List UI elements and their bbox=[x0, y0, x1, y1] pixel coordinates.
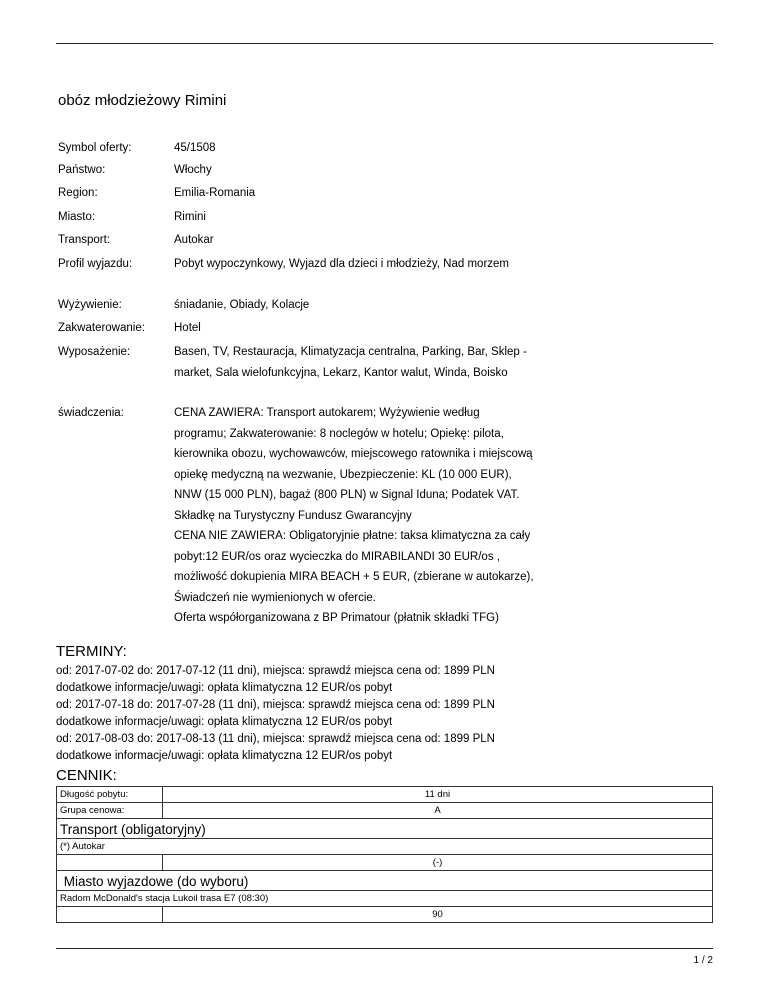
detail-label: Miasto: bbox=[58, 211, 96, 223]
detail-value: Hotel bbox=[174, 322, 201, 334]
top-rule bbox=[56, 43, 713, 44]
city-heading: Miasto wyjazdowe (do wyboru) bbox=[57, 871, 713, 891]
terminy-line: dodatkowe informacje/uwagi: opłata klimatyczna 12 EUR/os pobyt bbox=[56, 750, 393, 762]
detail-value: Pobyt wypoczynkowy, Wyjazd dla dzieci i młodzieży, Nad morzem bbox=[174, 258, 509, 270]
table-row bbox=[57, 803, 713, 819]
terminy-heading: TERMINY: bbox=[56, 643, 127, 660]
price-table bbox=[56, 786, 713, 923]
detail-label: Państwo: bbox=[58, 164, 106, 176]
page-title: obóz młodzieżowy Rimini bbox=[58, 92, 227, 109]
table-row bbox=[57, 787, 713, 803]
detail-value: Autokar bbox=[174, 234, 214, 246]
transport-empty-cell bbox=[57, 855, 163, 871]
detail-label: Region: bbox=[58, 187, 98, 199]
stay-value: 11 dni bbox=[163, 787, 713, 803]
detail-value: Emilia-Romania bbox=[174, 187, 256, 199]
page-number: 1 / 2 bbox=[693, 955, 713, 966]
bottom-rule bbox=[56, 948, 713, 949]
terminy-line: od: 2017-08-03 do: 2017-08-13 (11 dni), miejsca: sprawdź miejsca cena od: 1899 PLN bbox=[56, 733, 495, 745]
group-label: Grupa cenowa: bbox=[57, 803, 163, 819]
table-row bbox=[57, 839, 713, 855]
detail-value: Włochy bbox=[174, 164, 212, 176]
detail-label: Profil wyjazdu: bbox=[58, 258, 133, 270]
stay-label: Długość pobytu: bbox=[57, 787, 163, 803]
detail-label: Wyposażenie: bbox=[58, 346, 131, 358]
detail-value: CENA ZAWIERA: Transport autokarem; Wyżywienie według programu; Zakwaterowanie: 8 noclegów w hotelu; Opiekę: pilota, kierownika obozu, wychowawców, miejscowego ratownika i miejscową opiekę medyczną na wezwanie, Ubezpieczenie: KL (10 000 EUR), NNW (15 000 PLN), bagaż (800 PLN) w Signal Iduna; Podatek VAT. Składkę na Turystyczny Fundusz Gwarancyjny CENA NIE ZAWIERA: Obligatoryjnie płatne: taksa klimatyczna za cały pobyt:12 EUR/os oraz wycieczka do MIRABILANDI 30 EUR/os , możliwość dokupienia MIRA BEACH + 5 EUR, (zbierane w autokarze), Świadczeń nie wymienionych w ofercie. Oferta współorganizowana z BP Primatour (płatnik składki TFG) bbox=[174, 407, 534, 624]
city-price: 90 bbox=[163, 907, 713, 923]
detail-value: Basen, TV, Restauracja, Klimatyzacja centralna, Parking, Bar, Sklep - market, Sala wielofunkcyjna, Lekarz, Kantor walut, Winda, Boisko bbox=[174, 346, 527, 379]
transport-price: (-) bbox=[163, 855, 713, 871]
terminy-line: od: 2017-07-18 do: 2017-07-28 (11 dni), miejsca: sprawdź miejsca cena od: 1899 PLN bbox=[56, 699, 495, 711]
detail-label: Transport: bbox=[58, 234, 110, 246]
cennik-heading: CENNIK: bbox=[56, 767, 117, 784]
table-row bbox=[57, 819, 713, 839]
table-row bbox=[57, 891, 713, 907]
terminy-line: od: 2017-07-02 do: 2017-07-12 (11 dni), miejsca: sprawdź miejsca cena od: 1899 PLN bbox=[56, 665, 495, 677]
detail-value: Rimini bbox=[174, 211, 206, 223]
city-option: Radom McDonald's stacja Lukoil trasa E7 (08:30) bbox=[57, 891, 713, 907]
detail-label: Wyżywienie: bbox=[58, 299, 122, 311]
terminy-line: dodatkowe informacje/uwagi: opłata klimatyczna 12 EUR/os pobyt bbox=[56, 682, 393, 694]
city-empty-cell bbox=[57, 907, 163, 923]
table-row bbox=[57, 907, 713, 923]
terminy-line: dodatkowe informacje/uwagi: opłata klimatyczna 12 EUR/os pobyt bbox=[56, 716, 393, 728]
transport-option: (*) Autokar bbox=[57, 839, 713, 855]
detail-label: Zakwaterowanie: bbox=[58, 322, 145, 334]
table-row bbox=[57, 855, 713, 871]
table-row bbox=[57, 871, 713, 891]
detail-label: Symbol oferty: bbox=[58, 142, 132, 154]
detail-value: śniadanie, Obiady, Kolacje bbox=[174, 299, 310, 311]
transport-heading: Transport (obligatoryjny) bbox=[57, 819, 713, 839]
detail-label: świadczenia: bbox=[58, 407, 124, 419]
detail-value: 45/1508 bbox=[174, 142, 216, 154]
group-value: A bbox=[163, 803, 713, 819]
